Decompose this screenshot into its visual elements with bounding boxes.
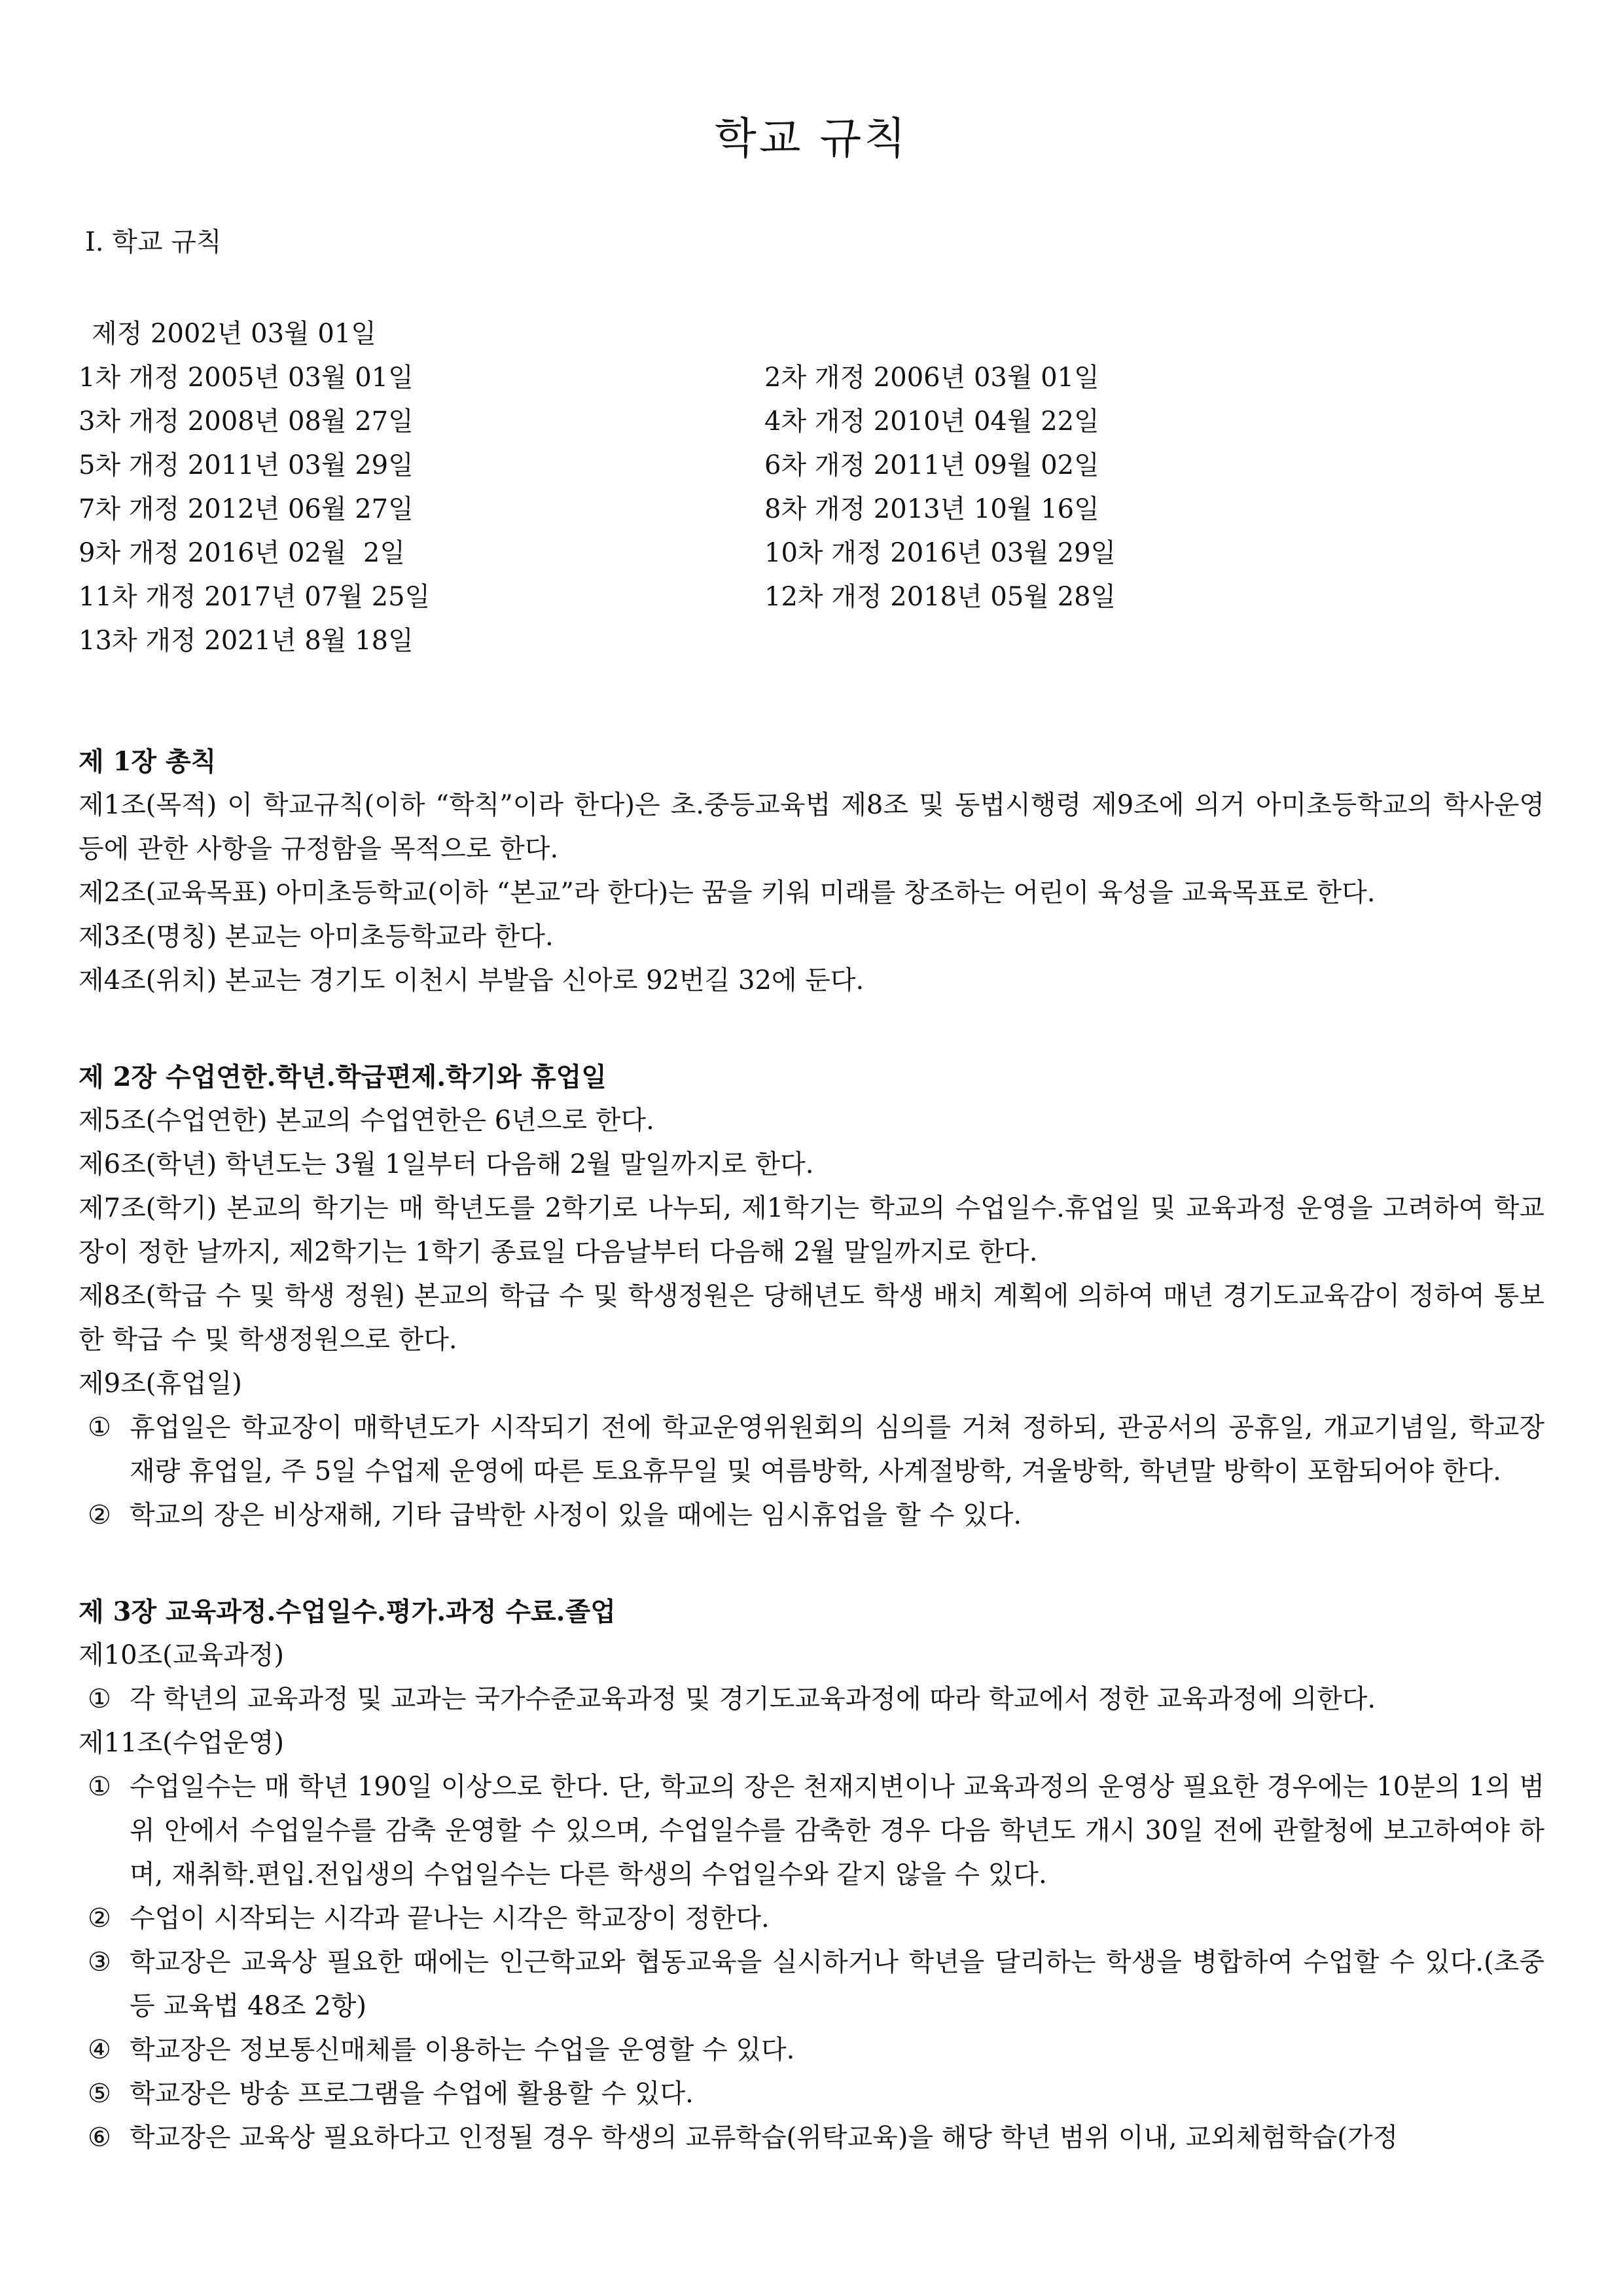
revision-entry: 13차 개정 2021년 8월 18일 — [79, 626, 414, 656]
revision-entry: 7차 개정 2012년 06월 27일 — [79, 494, 414, 524]
list-item — [79, 1677, 1544, 1721]
item-number: ① — [88, 1772, 111, 1802]
spacer — [79, 1003, 1544, 1055]
article-5: 제5조(수업연한) 본교의 수업연한은 6년으로 한다. — [79, 1105, 654, 1136]
chapter-heading: 제 3장 교육과정.수업일수.평가.과정 수료.졸업 — [79, 1596, 616, 1627]
article-8: 제8조(학급 수 및 학생 정원) 본교의 학급 수 및 학생정원은 당해년도 학생 배치 계획에 의하여 매년 경기도교육감이 정하여 통보한 학급 수 및 학생정원으로 한다. — [79, 1281, 1544, 1355]
item-number: ① — [88, 1684, 111, 1714]
item-text: 학교장은 정보통신매체를 이용하는 수업을 운영할 수 있다. — [130, 2035, 795, 2065]
revision-entry: 6차 개정 2011년 09월 02일 — [764, 450, 1099, 480]
revision-row — [79, 620, 1191, 664]
list-item — [79, 1765, 1544, 1897]
enactment-date: 제정 2002년 03월 01일 — [92, 319, 376, 349]
revision-entry: 2차 개정 2006년 03월 01일 — [764, 363, 1099, 393]
revision-entry: 3차 개정 2008년 08월 27일 — [79, 406, 414, 437]
revision-entry: 4차 개정 2010년 04월 22일 — [764, 406, 1099, 437]
item-text: 학교의 장은 비상재해, 기타 급박한 사정이 있을 때에는 임시휴업을 할 수 있다. — [130, 1500, 1022, 1530]
revision-entry: 9차 개정 2016년 02월 2일 — [79, 538, 406, 568]
article-3: 제3조(명칭) 본교는 아미초등학교라 한다. — [79, 922, 554, 952]
revision-entry: 11차 개정 2017년 07월 25일 — [79, 582, 431, 612]
revision-row — [79, 576, 1191, 620]
item-number: ② — [88, 1500, 111, 1530]
spacer — [79, 1537, 1544, 1590]
item-text: 수업일수는 매 학년 190일 이상으로 한다. 단, 학교의 장은 천재지변이나 교육과정의 운영상 필요한 경우에는 10분의 1의 범위 안에서 수업일수를 감축 운영할 수 있으며, 수업일수를 감축한 경우 다음 학년도 개시 30일 전에 관할청에 보고하여야 하며, 재취학.편입.전입생의 수업일수는 다른 학생의 수업일수와 같지 않을 수 있다. — [130, 1772, 1544, 1890]
chapter-heading: 제 1장 총칙 — [79, 746, 217, 777]
list-item — [79, 1897, 1544, 1941]
list-item — [79, 1406, 1544, 1494]
document-title: 학교 규칙 — [714, 113, 908, 164]
revision-entry: 12차 개정 2018년 05월 28일 — [764, 582, 1116, 612]
revision-entry: 10차 개정 2016년 03월 29일 — [764, 538, 1116, 568]
revision-history — [79, 357, 1191, 664]
item-number: ③ — [88, 1947, 111, 1977]
article-6: 제6조(학년) 학년도는 3월 1일부터 다음해 2월 말일까지로 한다. — [79, 1149, 814, 1179]
item-number: ⑤ — [88, 2079, 111, 2109]
document-body — [79, 740, 1544, 2160]
revision-row — [79, 444, 1191, 488]
list-item — [79, 2116, 1544, 2160]
article-4: 제4조(위치) 본교는 경기도 이천시 부발읍 신아로 92번길 32에 둔다. — [79, 965, 865, 996]
revision-row — [79, 488, 1191, 532]
article-2: 제2조(교육목표) 아미초등학교(이하 “본교”라 한다)는 꿈을 키워 미래를 창조하는 어린이 육성을 교육목표로 한다. — [79, 878, 1376, 908]
revision-entry: 5차 개정 2011년 03월 29일 — [79, 450, 414, 480]
item-text: 학교장은 교육상 필요하다고 인정될 경우 학생의 교류학습(위탁교육)을 해당 학년 범위 이내, 교외체험학습(가정 — [130, 2123, 1399, 2153]
list-item — [79, 1494, 1544, 1537]
revision-entry: 1차 개정 2005년 03월 01일 — [79, 363, 414, 393]
item-text: 수업이 시작되는 시각과 끝나는 시각은 학교장이 정한다. — [130, 1903, 770, 1933]
list-item — [79, 1941, 1544, 2028]
article-1: 제1조(목적) 이 학교규칙(이하 “학칙”이라 한다)은 초.중등교육법 제8조 및 동법시행령 제9조에 의거 아미초등학교의 학사운영 등에 관한 사항을 규정함을 목적으로 한다. — [79, 790, 1544, 864]
revision-row — [79, 357, 1191, 401]
list-item — [79, 2072, 1544, 2116]
revision-row — [79, 401, 1191, 444]
article-7: 제7조(학기) 본교의 학기는 매 학년도를 2학기로 나누되, 제1학기는 학교의 수업일수.휴업일 및 교육과정 운영을 고려하여 학교장이 정한 날까지, 제2학기는 1학기 종료일 다음날부터 다음해 2월 말일까지로 한다. — [79, 1193, 1544, 1267]
item-text: 각 학년의 교육과정 및 교과는 국가수준교육과정 및 경기도교육과정에 따라 학교에서 정한 교육과정에 의한다. — [130, 1684, 1376, 1714]
item-number: ① — [88, 1412, 111, 1443]
revision-entry: 8차 개정 2013년 10월 16일 — [764, 494, 1099, 524]
article-9: 제9조(휴업일) — [79, 1369, 242, 1399]
item-number: ④ — [88, 2035, 111, 2065]
item-text: 학교장은 방송 프로그램을 수업에 활용할 수 있다. — [130, 2079, 694, 2109]
item-number: ② — [88, 1903, 111, 1933]
list-item — [79, 2028, 1544, 2072]
revision-row — [79, 532, 1191, 576]
article-11: 제11조(수업운영) — [79, 1728, 284, 1758]
section-label: Ⅰ. 학교 규칙 — [85, 227, 222, 257]
item-text: 휴업일은 학교장이 매학년도가 시작되기 전에 학교운영위원회의 심의를 거쳐 정하되, 관공서의 공휴일, 개교기념일, 학교장 재량 휴업일, 주 5일 수업제 운영에 따른 토요휴무일 및 여름방학, 사계절방학, 겨울방학, 학년말 방학이 포함되어야 한다. — [130, 1412, 1544, 1486]
item-text: 학교장은 교육상 필요한 때에는 인근학교와 협동교육을 실시하거나 학년을 달리하는 학생을 병합하여 수업할 수 있다.(초중등 교육법 48조 2항) — [130, 1947, 1544, 2021]
article-10: 제10조(교육과정) — [79, 1640, 284, 1670]
item-number: ⑥ — [88, 2123, 111, 2153]
chapter-heading: 제 2장 수업연한.학년.학급편제.학기와 휴업일 — [79, 1062, 607, 1092]
